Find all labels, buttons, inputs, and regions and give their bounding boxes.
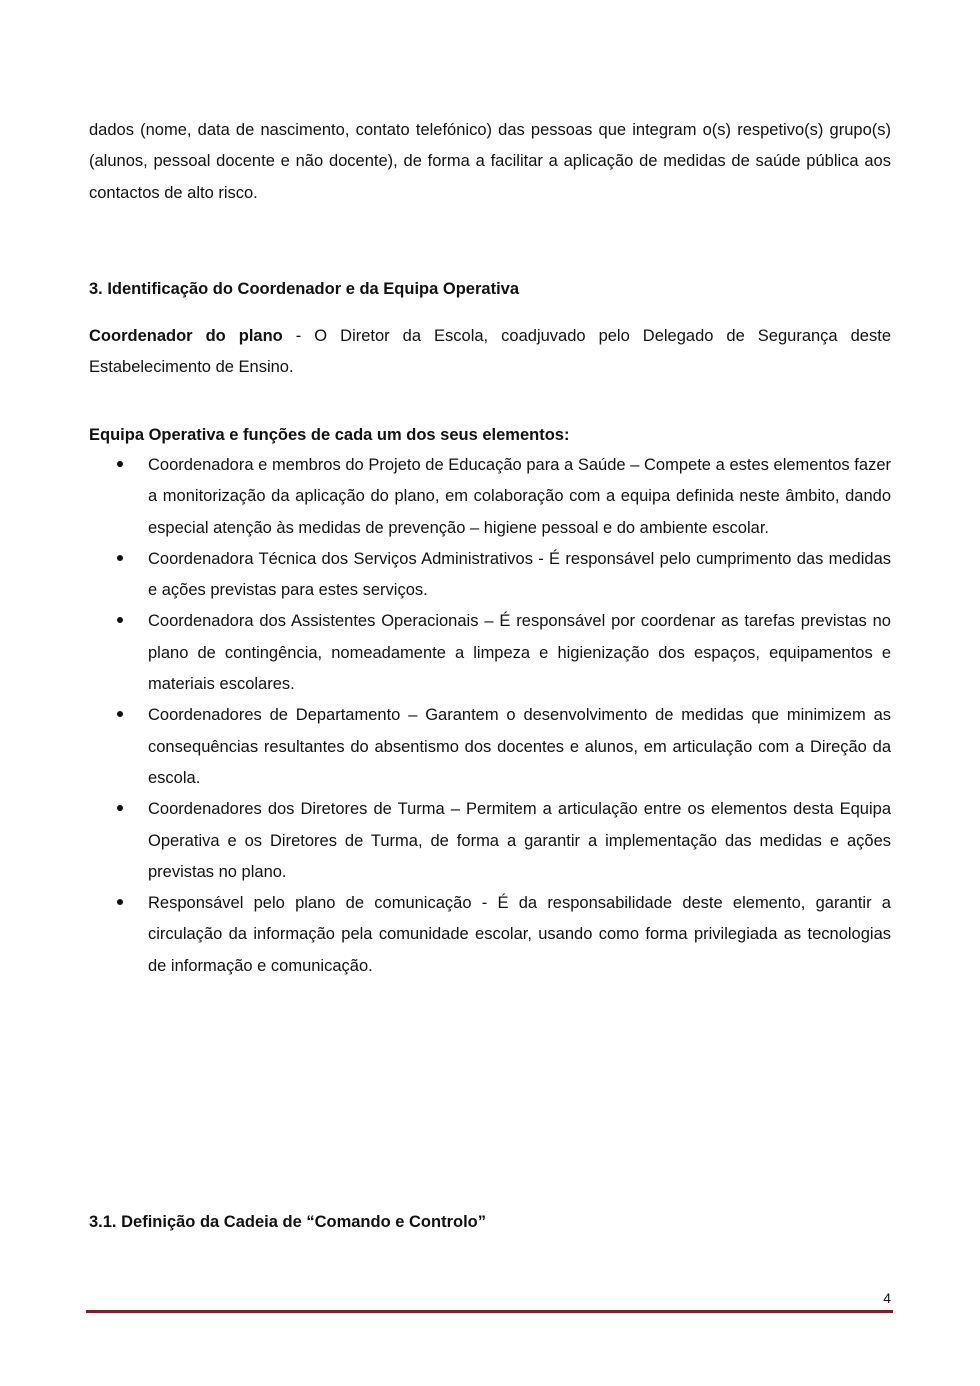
- list-item-text: Coordenadores dos Diretores de Turma – Permitem a articulação entre os elementos desta Equipa Operativa e os Diretores de Turma, de forma a garantir a implementação das medidas e ações previstas no plano.: [148, 800, 891, 881]
- list-item: [89, 794, 891, 888]
- list-item: [89, 450, 891, 544]
- list-item-text: Responsável pelo plano de comunicação - É da responsabilidade deste elemento, garantir a circulação da informação pela comunidade escolar, usando como forma privilegiada as tecnologias de informação e comunicação.: [148, 894, 891, 975]
- bullet-icon: [117, 899, 123, 905]
- list-item: [89, 700, 891, 794]
- coordinator-label: Coordenador do plano: [89, 327, 283, 345]
- bullet-icon: [117, 711, 123, 717]
- list-item: [89, 606, 891, 700]
- section-3-1-heading: 3.1. Definição da Cadeia de “Comando e Controlo”: [89, 1213, 486, 1231]
- section-3-heading: 3. Identificação do Coordenador e da Equipa Operativa: [89, 280, 520, 298]
- bullet-icon: [117, 555, 123, 561]
- team-heading: Equipa Operativa e funções de cada um dos seus elementos:: [89, 426, 570, 444]
- list-item-text: Coordenadores de Departamento – Garantem o desenvolvimento de medidas que minimizem as consequências resultantes do absentismo dos docentes e alunos, em articulação com a Direção da escola.: [148, 706, 891, 787]
- list-item: [89, 544, 891, 607]
- list-item-text: Coordenadora e membros do Projeto de Educação para a Saúde – Compete a estes elementos fazer a monitorização da aplicação do plano, em colaboração com a equipa definida neste âmbito, dando especial atenção às medidas de prevenção – higiene pessoal e do ambiente escolar.: [148, 456, 891, 537]
- intro-paragraph: dados (nome, data de nascimento, contato telefónico) das pessoas que integram o(s) respetivo(s) grupo(s) (alunos, pessoal docente e não docente), de forma a facilitar a aplicação de medidas de saúde pública aos contactos de alto risco.: [89, 121, 891, 202]
- bullet-icon: [117, 805, 123, 811]
- list-item-text: Coordenadora dos Assistentes Operacionais – É responsável por coordenar as tarefas previstas no plano de contingência, nomeadamente a limpeza e higienização dos espaços, equipamentos e materiais escolares.: [148, 612, 891, 694]
- page-number: 4: [883, 1290, 891, 1306]
- team-list: [89, 450, 891, 982]
- coordinator-paragraph: [89, 321, 891, 384]
- bullet-icon: [117, 461, 123, 467]
- coordinator-description: - O Diretor da Escola, coadjuvado pelo Delegado de Segurança deste Estabelecimento de Ensino.: [89, 327, 891, 377]
- footer-rule: [86, 1310, 893, 1313]
- bullet-icon: [117, 617, 123, 623]
- list-item: [89, 888, 891, 982]
- list-item-text: Coordenadora Técnica dos Serviços Administrativos - É responsável pelo cumprimento das medidas e ações previstas para estes serviços.: [148, 549, 891, 600]
